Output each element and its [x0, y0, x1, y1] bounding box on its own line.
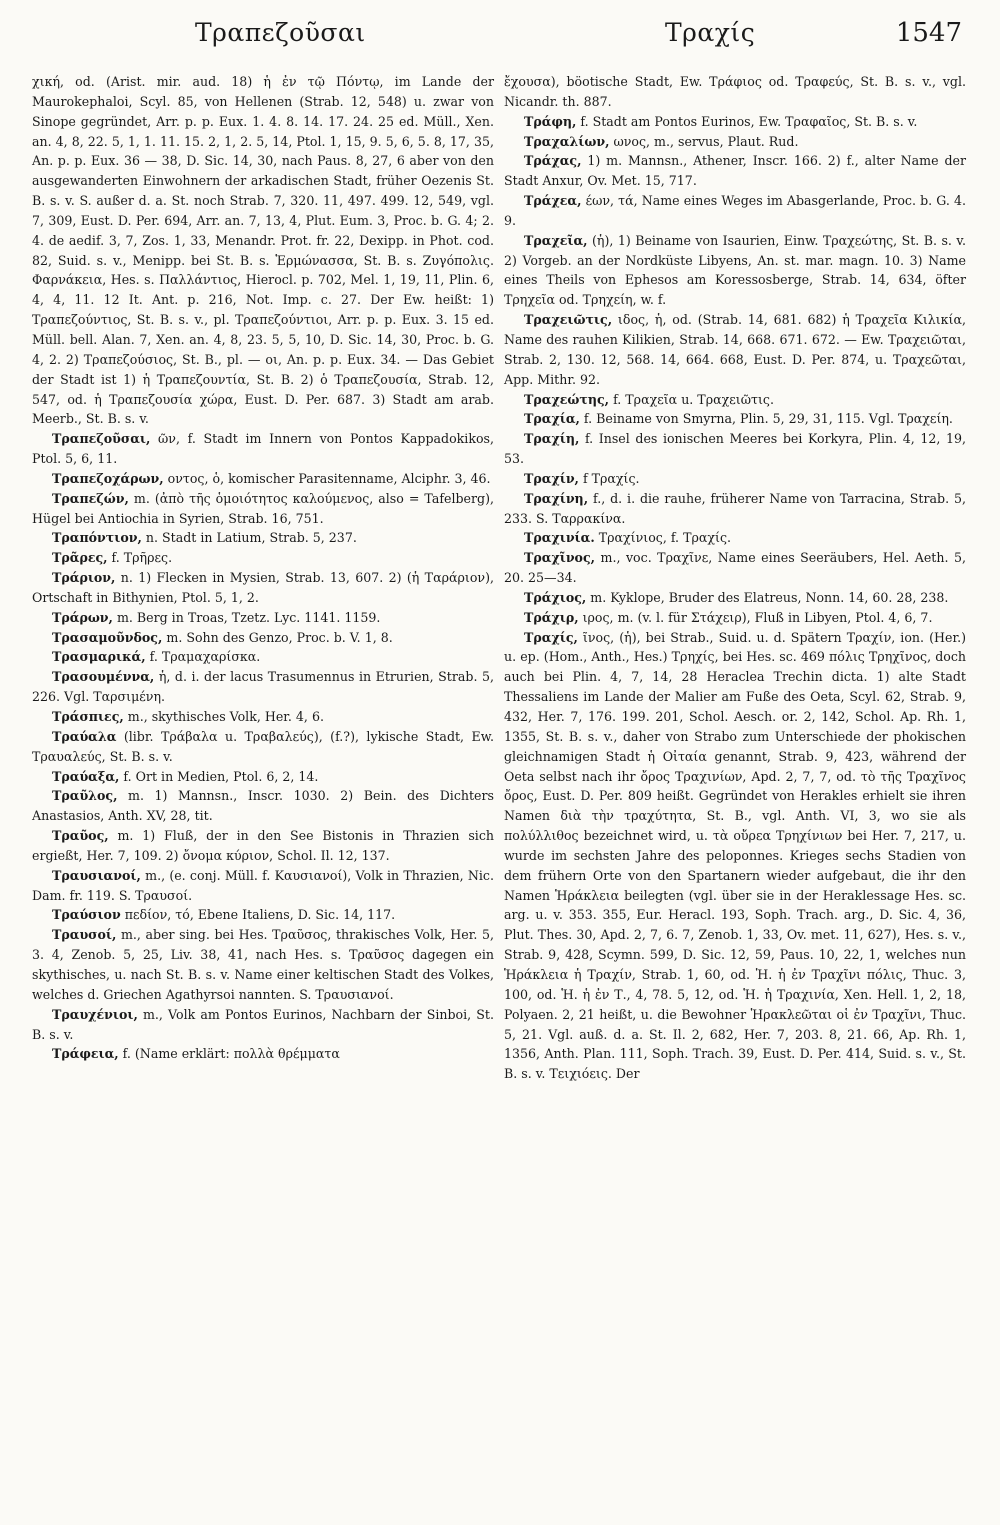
entry-headword: Τραχεώτης, [524, 391, 610, 407]
entry-headword: Τραῦος, [52, 828, 109, 844]
entry-headword: Τραυσιανοί, [52, 867, 141, 883]
entry-headword: Τράφεια, [52, 1046, 119, 1062]
dictionary-entry: χική, od. (Arist. mir. aud. 18) ἡ ἐν τῷ Πόντῳ, im Lande der Maurokephaloi, Scyl. 85, von Hellenen (Strab. 12, 548) u. zwar von Sinope gegründet, Arr. p. p. Eux. 1. 4. 8. 14. 17. 24. 25 ed. Müll., Xen. an. 4, 8, 22. 5, 1, 1. 11. 15. 2, 1, 2. 5, 14, Ptol. 1, 15, 9. 5, 6, 5. 8, 17, 35, An. p. p. Eux. 36 — 38, D. Sic. 14, 30, nach Paus. 8, 27, 6 aber von den ausgewanderten Einwohnern der arkadischen Stadt, früher Oezenis St. B. s. v. S. außer d. a. St. noch Strab. 7, 320. 11, 497. 499. 12, 549, vgl. 7, 309, Eust. D. Per. 694, Arr. an. 7, 13, 4, Plut. Eum. 3, Proc. b. G. 4; 2. 4. de aedif. 3, 7, Zos. 1, 33, Menandr. Prot. fr. 22, Dexipp. in Phot. cod. 82, Suid. s. v., Menipp. bei St. B. s. Ἑρμώνασσα, St. B. s. Ζυγόπολις. Φαρνάκεια, Hes. s. Παλλάντιος, Hierocl. p. 702, Mel. 1, 19, 11, Plin. 6, 4, 4, 11. 12 It. Ant. p. 216, Not. Imp. c. 27. Der Ew. heißt: 1) Τραπεζούντιος, St. B. s. v., pl. Τραπεζούντιοι, Arr. p. p. Eux. 3. 15 ed. Müll. bell. Alan. 7, Xen. an. 4, 8, 23. 5, 5, 10, D. Sic. 14, 30, Proc. b. G. 4, 2. 2) Τραπεζούσιος, St. B., pl. — οι, An. p. p. Eux. 34. — Das Gebiet der Stadt ist 1) ἡ Τραπεζουντία, St. B. 2) ὁ Τραπεζουσία, Strab. 12, 547, od. ἡ Τραπεζουσία χώρα, Eust. D. Per. 687. 3) Stadt am arab. Meerb., St. B. s. v. [32, 74, 494, 427]
dictionary-entry: Τραπεζών, m. (ἀπὸ τῆς ὁμοιότητος καλούμενος, also = Tafelberg), Hügel bei Antiochia in Syrien, Strab. 16, 751. [32, 490, 494, 526]
dictionary-entry: Τραῦος, m. 1) Fluß, der in den See Bistonis in Thrazien sich ergießt, Her. 7, 109. 2) ὄνομα κύριον, Schol. Il. 12, 137. [32, 828, 494, 863]
dictionary-entry: Τραπεζοχάρων, οντος, ὁ, komischer Parasitenname, Alciphr. 3, 46. [52, 470, 491, 486]
dictionary-entry: Τραχία, f. Beiname von Smyrna, Plin. 5, 29, 31, 115. Vgl. Τραχείη. [524, 411, 953, 427]
entry-headword: Τραχῖνος, [524, 550, 596, 566]
dictionary-entry: ἔχουσα), böotische Stadt, Ew. Τράφιος od. Τραφεύς, St. B. s. v., vgl. Nicandr. th. 887. [504, 74, 966, 109]
dictionary-entry: Τρασαμοῦνδος, m. Sohn des Genzo, Proc. b. V. 1, 8. [52, 629, 393, 645]
entry-headword: Τράχας, [524, 153, 582, 169]
entry-headword: Τραχειῶτις, [524, 312, 613, 328]
dictionary-entry: Τραπόντιον, n. Stadt in Latium, Strab. 5, 237. [52, 530, 357, 546]
entry-headword: Τραχία, [524, 411, 580, 427]
dictionary-entry: Τράχας, 1) m. Mannsn., Athener, Inscr. 166. 2) f., alter Name der Stadt Anxur, Ov. Met. 15, 717. [504, 153, 966, 189]
left-column [32, 72, 494, 1064]
dictionary-entry: Τραχῖνος, m., voc. Τραχῖνε, Name eines Seeräubers, Hel. Aeth. 5, 20. 25—34. [504, 550, 966, 586]
dictionary-entry: Τράφη, f. Stadt am Pontos Eurinos, Ew. Τραφαῖος, St. B. s. v. [524, 113, 918, 129]
entry-headword: Τράριον, [52, 570, 116, 586]
entry-headword: Τραχεῖα, [524, 232, 588, 248]
dictionary-entry: Τραχίνη, f., d. i. die rauhe, früherer Name von Tarracina, Strab. 5, 233. S. Ταρρακίνα. [504, 490, 966, 526]
entry-headword: Τραχίη, [524, 431, 580, 447]
dictionary-entry: Τραχίη, f. Insel des ionischen Meeres bei Korkyra, Plin. 4, 12, 19, 53. [504, 431, 966, 467]
running-head [0, 18, 1000, 54]
entry-headword: Τραπεζοχάρων, [52, 470, 164, 486]
dictionary-entry: Τραῦλος, m. 1) Mannsn., Inscr. 1030. 2) Bein. des Dichters Anastasios, Anth. XV, 28, tit. [32, 788, 494, 824]
dictionary-entry: Τραχειῶτις, ιδος, ἡ, od. (Strab. 14, 681. 682) ἡ Τραχεῖα Κιλικία, Name des rauhen Kilikien, Strab. 14, 668. 671. 672. — Ew. Τραχειῶται, Strab. 2, 130. 12, 568. 14, 664. 668, Eust. D. Per. 874, u. Τραχεῶται, App. Mithr. 92. [504, 312, 966, 387]
entry-headword: Τραύαξα, [52, 768, 120, 784]
entry-headword: Τραυχένιοι, [52, 1006, 138, 1022]
entry-headword: Τραυσοί, [52, 927, 117, 943]
entry-headword: Τραχίν, [524, 470, 579, 486]
dictionary-entry: Τράσπιες, m., skythisches Volk, Her. 4, 6. [52, 709, 324, 724]
dictionary-entry: Τραυσοί, m., aber sing. bei Hes. Τραῦσος, thrakisches Volk, Her. 5, 3. 4, Zenob. 5, 25, Liv. 38, 41, nach Hes. s. Τραῦσος dagegen ein skythisches, u. nach St. B. s. v. Name einer keltischen Stadt des Volkes, welches d. Griechen Agathyrsoi nannten. S. Τραυσιανοί. [32, 927, 494, 1002]
dictionary-entry: Τράρων, m. Berg in Troas, Tzetz. Lyc. 1141. 1159. [52, 609, 381, 625]
dictionary-entry: Τράχιος, m. Kyklope, Bruder des Elatreus, Nonn. 14, 60. 28, 238. [524, 589, 949, 605]
entry-headword: Τραχινία. [524, 530, 595, 546]
dictionary-entry: Τράφεια, f. (Name erklärt: πολλὰ θρέμματα [52, 1046, 340, 1062]
dictionary-entry: Τράχεα, έων, τά, Name eines Weges im Abasgerlande, Proc. b. G. 4. 9. [504, 193, 966, 228]
dictionary-entry: Τραυχένιοι, m., Volk am Pontos Eurinos, Nachbarn der Sinboi, St. B. s. v. [32, 1006, 494, 1042]
dictionary-entry: Τραχεώτης, f. Τραχεῖα u. Τραχειῶτις. [524, 391, 774, 407]
entry-headword: Τράρων, [52, 609, 113, 625]
entry-headword: Τράχιος, [524, 589, 587, 605]
entry-headword: Τραπεζών, [52, 490, 129, 506]
dictionary-entry: Τραχίς, ῖνος, (ἡ), bei Strab., Suid. u. d. Spätern Τραχίν, ion. (Her.) u. ep. (Hom., Anth., Hes.) Τρηχίς, bei Hes. sc. 469 πόλις Τρηχῖνος, doch auch bei Plin. 4, 7, 14, 28 Heraclea Trechin dicta. 1) alte Stadt Thessaliens im Lande der Malier am Fuße des Oeta, Scyl. 62, Strab. 9, 432, Her. 7, 176. 199. 201, Schol. Aesch. or. 2, 142, Schol. Ap. Rh. 1, 1355, St. B. s. v., daher von Strabo zum Unterschiede der phokischen gleichnamigen Stadt ἡ Οἰταία genannt, Strab. 9, 423, während der Oeta selbst nach ihr ὄρος Τραχινίων, Apd. 2, 7, 7, od. τὸ τῆς Τραχῖνος ὄρος, Eust. D. Per. 809 heißt. Gegründet von Herakles erhielt sie ihren Namen διὰ τὴν τραχύτητα, St. B., vgl. Anth. VI, 3, wo sie als πολύλλιθος bezeichnet wird, u. τὰ οὔρεα Τρηχίνιων bei Her. 7, 217, u. wurde im sechsten Jahre des peloponnes. Krieges sechs Stadien von dem frühern Orte von den Spartanern wieder aufgebaut, die ihr den Namen Ἡράκλεια beilegten (vgl. über sie in der Heraklessage Hes. sc. arg. u. v. 353. 355, Eur. Heracl. 193, Soph. Trach. arg., D. Sic. 4, 36, Plut. Thes. 30, Apd. 2, 7, 6. 7, Zenob. 1, 33, Ov. met. 11, 627), Hes. s. v., Strab. 9, 428, Scymn. 599, D. Sic. 12, 59, Paus. 10, 22, 1, welches nun Ἡράκλεια ἡ Τραχίν, Strab. 1, 60, od. Ἡ. ἡ ἐν Τραχῖνι πόλις, Thuc. 3, 100, od. Ἡ. ἡ ἐν Τ., 4, 78. 5, 12, od. Ἡ. ἡ Τραχινία, Xen. Hell. 1, 2, 18, Polyaen. 2, 21 heißt, u. die Bewohner Ἡρακλεῶται οἱ ἐν Τραχῖνι, Thuc. 5, 21. Vgl. auß. d. a. St. Il. 2, 682, Her. 7, 203. 8, 21. 66, Ap. Rh. 1, 1356, Anth. Plan. 111, Soph. Trach. 39, Eust. D. Per. 414, Suid. s. v., St. B. s. v. Τειχιόεις. Der [504, 629, 966, 1082]
entry-headword: Τραχαλίων, [524, 133, 610, 149]
entry-headword: Τρασουμέννα, [52, 669, 155, 685]
entry-headword: Τραχίς, [524, 629, 578, 645]
dictionary-entry: Τραχαλίων, ωνος, m., servus, Plaut. Rud. [524, 133, 799, 149]
entry-headword: Τραπεζοῦσαι, [52, 431, 151, 447]
running-head-left: Τραπεζοῦσαι [195, 18, 366, 47]
dictionary-entry: Τράχιρ, ιρος, m. (v. l. für Στάχειρ), Fluß in Libyen, Ptol. 4, 6, 7. [524, 609, 933, 625]
entry-headword: Τρασαμοῦνδος, [52, 629, 163, 645]
page-number: 1547 [895, 18, 962, 48]
dictionary-entry: Τρασουμέννα, ἡ, d. i. der lacus Trasumennus in Etrurien, Strab. 5, 226. Vgl. Ταρσιμένη. [32, 669, 494, 705]
entry-headword: Τρᾶρες, [52, 550, 108, 566]
entry-headword: Τράφη, [524, 113, 577, 129]
entry-headword: Τράχιρ, [524, 609, 579, 625]
dictionary-entry: Τράριον, n. 1) Flecken in Mysien, Strab. 13, 607. 2) (ἡ Ταράριον), Ortschaft in Bithynien, Ptol. 5, 1, 2. [32, 570, 494, 605]
entry-headword: Τρασμαρικά, [52, 649, 146, 665]
right-column [504, 72, 966, 1084]
entry-headword: Τραύαλα [52, 728, 117, 744]
dictionary-entry: Τραχινία. Τραχίνιος, f. Τραχίς. [524, 530, 732, 546]
entry-headword: Τράχεα, [524, 193, 582, 209]
entry-headword: Τράσπιες, [52, 709, 124, 724]
entry-headword: Τραῦλος, [52, 788, 118, 804]
dictionary-entry: Τραχίν, f Τραχίς. [524, 470, 640, 486]
running-head-center: Τραχίς [665, 18, 756, 47]
entry-headword: Τραχίνη, [524, 490, 589, 506]
entry-headword: Τραύσιον [52, 907, 121, 923]
dictionary-entry: Τραχεῖα, (ἡ), 1) Beiname von Isaurien, Einw. Τραχεώτης, St. B. s. v. 2) Vorgeb. an der Nordküste Libyens, An. st. mar. magn. 10. 3) Name eines Theils von Ephesos am Koressosberge, Strab. 14, 634, öfter Τρηχεῖα od. Τρηχείη, w. f. [504, 232, 966, 308]
dictionary-entry: Τραύαλα (libr. Τράβαλα u. Τραβαλεύς), (f.?), lykische Stadt, Ew. Τραυαλεύς, St. B. s. v. [32, 728, 494, 764]
entry-headword: Τραπόντιον, [52, 530, 142, 546]
dictionary-entry: Τρασμαρικά, f. Τραμαχαρίσκα. [52, 649, 261, 665]
dictionary-entry: Τρᾶρες, f. Τρῆρες. [52, 550, 173, 566]
dictionary-entry: Τραύσιον πεδίον, τό, Ebene Italiens, D. Sic. 14, 117. [52, 907, 396, 923]
dictionary-entry: Τραύαξα, f. Ort in Medien, Ptol. 6, 2, 14. [52, 768, 319, 784]
dictionary-entry: Τραυσιανοί, m., (e. conj. Müll. f. Καυσιανοί), Volk in Thrazien, Nic. Dam. fr. 119. S. Τραυσοί. [32, 867, 494, 903]
dictionary-entry: Τραπεζοῦσαι, ῶν, f. Stadt im Innern von Pontos Kappadokikos, Ptol. 5, 6, 11. [32, 431, 494, 467]
